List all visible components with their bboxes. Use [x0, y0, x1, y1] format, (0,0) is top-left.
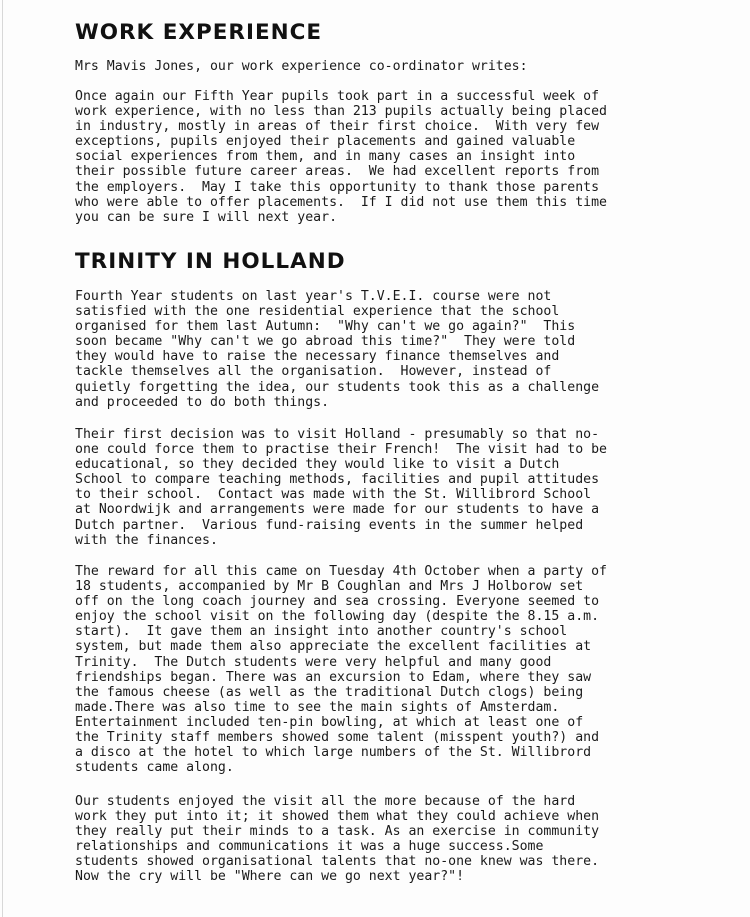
paragraph-holland-1 [75, 289, 725, 410]
text-line: satisfied with the one residential experience that the school [75, 304, 560, 320]
paragraph-work-body [75, 89, 725, 225]
text-line: friendships began. There was an excursion to Edam, where they saw [75, 669, 592, 685]
paragraph-holland-4 [75, 794, 725, 885]
text-line: who were able to offer placements. If I did not use them this time [75, 194, 607, 210]
text-line: exceptions, pupils enjoyed their placements and gained valuable [75, 134, 576, 150]
text-line: Fourth Year students on last year's T.V.E.I. course were not [75, 289, 552, 304]
text-line: work they put into it; it showed them what they could achieve when [75, 809, 600, 825]
text-line: 18 students, accompanied by Mr B Coughlan and Mrs J Holborow set [75, 579, 584, 595]
text-line: with the finances. [75, 532, 218, 548]
text-line: at Noordwijk and arrangements were made for our students to have a [75, 502, 600, 518]
text-line: system, but made them also appreciate the excellent facilities at [75, 639, 592, 655]
paragraph-work-intro [75, 59, 725, 74]
text-line: students showed organisational talents that no-one knew was there. [75, 854, 600, 870]
text-line: made.There was also time to see the main sights of Amsterdam. [75, 699, 560, 715]
text-line: relationships and communications it was a huge success.Some [75, 839, 544, 855]
text-line: Our students enjoyed the visit all the more because of the hard [75, 794, 576, 809]
text-line: start). It gave them an insight into another country's school [75, 624, 568, 640]
text-line: one could force them to practise their French! The visit had to be [75, 442, 607, 458]
text-line: off on the long coach journey and sea crossing. Everyone seemed to [75, 594, 600, 610]
text-line: Now the cry will be "Where can we go next year?"! [75, 869, 465, 885]
text-line: soon became "Why can't we go abroad this time?" They were told [75, 334, 576, 350]
text-line: Once again our Fifth Year pupils took part in a successful week of [75, 89, 600, 104]
text-line: organised for them last Autumn: "Why can't we go again?" This [75, 319, 576, 335]
text-line: work experience, with no less than 213 pupils actually being placed [75, 104, 607, 120]
text-line: to their school. Contact was made with the St. Willibrord School [75, 487, 592, 503]
text-line: the employers. May I take this opportunity to thank those parents [75, 179, 600, 195]
text-line: the famous cheese (as well as the traditional Dutch clogs) being [75, 684, 584, 700]
text-line: Their first decision was to visit Holland - presumably so that no- [75, 427, 600, 442]
text-line: enjoy the school visit on the following day (despite the 8.15 a.m. [75, 609, 600, 625]
text-line: quietly forgetting the idea, our students took this as a challenge [75, 379, 600, 395]
text-line: the Trinity staff members showed some talent (misspent youth?) and [75, 730, 600, 746]
text-line: Dutch partner. Various fund-raising events in the summer helped [75, 517, 584, 533]
text-line: in industry, mostly in areas of their first choice. With very few [75, 119, 600, 135]
scan-edge-line [2, 0, 3, 917]
text-line: Trinity. The Dutch students were very helpful and many good [75, 654, 552, 670]
text-line: Entertainment included ten-pin bowling, at which at least one of [75, 714, 584, 730]
text-line: and proceeded to do both things. [75, 394, 330, 410]
text-line: students came along. [75, 760, 234, 776]
text-line: their possible future career areas. We had excellent reports from [75, 164, 600, 180]
heading-trinity-in-holland: TRINITY IN HOLLAND [75, 249, 346, 274]
text-line: tackle themselves all the organisation. However, instead of [75, 364, 552, 380]
paragraph-holland-2 [75, 427, 725, 548]
text-line: a disco at the hotel to which large numbers of the St. Willibrord [75, 745, 592, 761]
text-line: they would have to raise the necessary finance themselves and [75, 349, 560, 365]
paragraph-holland-3 [75, 564, 725, 775]
text-line: The reward for all this came on Tuesday 4th October when a party of [75, 564, 607, 579]
text-line: Mrs Mavis Jones, our work experience co-ordinator writes: [75, 59, 528, 74]
heading-work-experience: WORK EXPERIENCE [75, 20, 323, 45]
text-line: social experiences from them, and in many cases an insight into [75, 149, 576, 165]
text-line: educational, so they decided they would like to visit a Dutch [75, 457, 560, 473]
text-line: they really put their minds to a task. As an exercise in community [75, 824, 600, 840]
text-line: School to compare teaching methods, facilities and pupil attitudes [75, 472, 600, 488]
text-line: you can be sure I will next year. [75, 209, 338, 225]
